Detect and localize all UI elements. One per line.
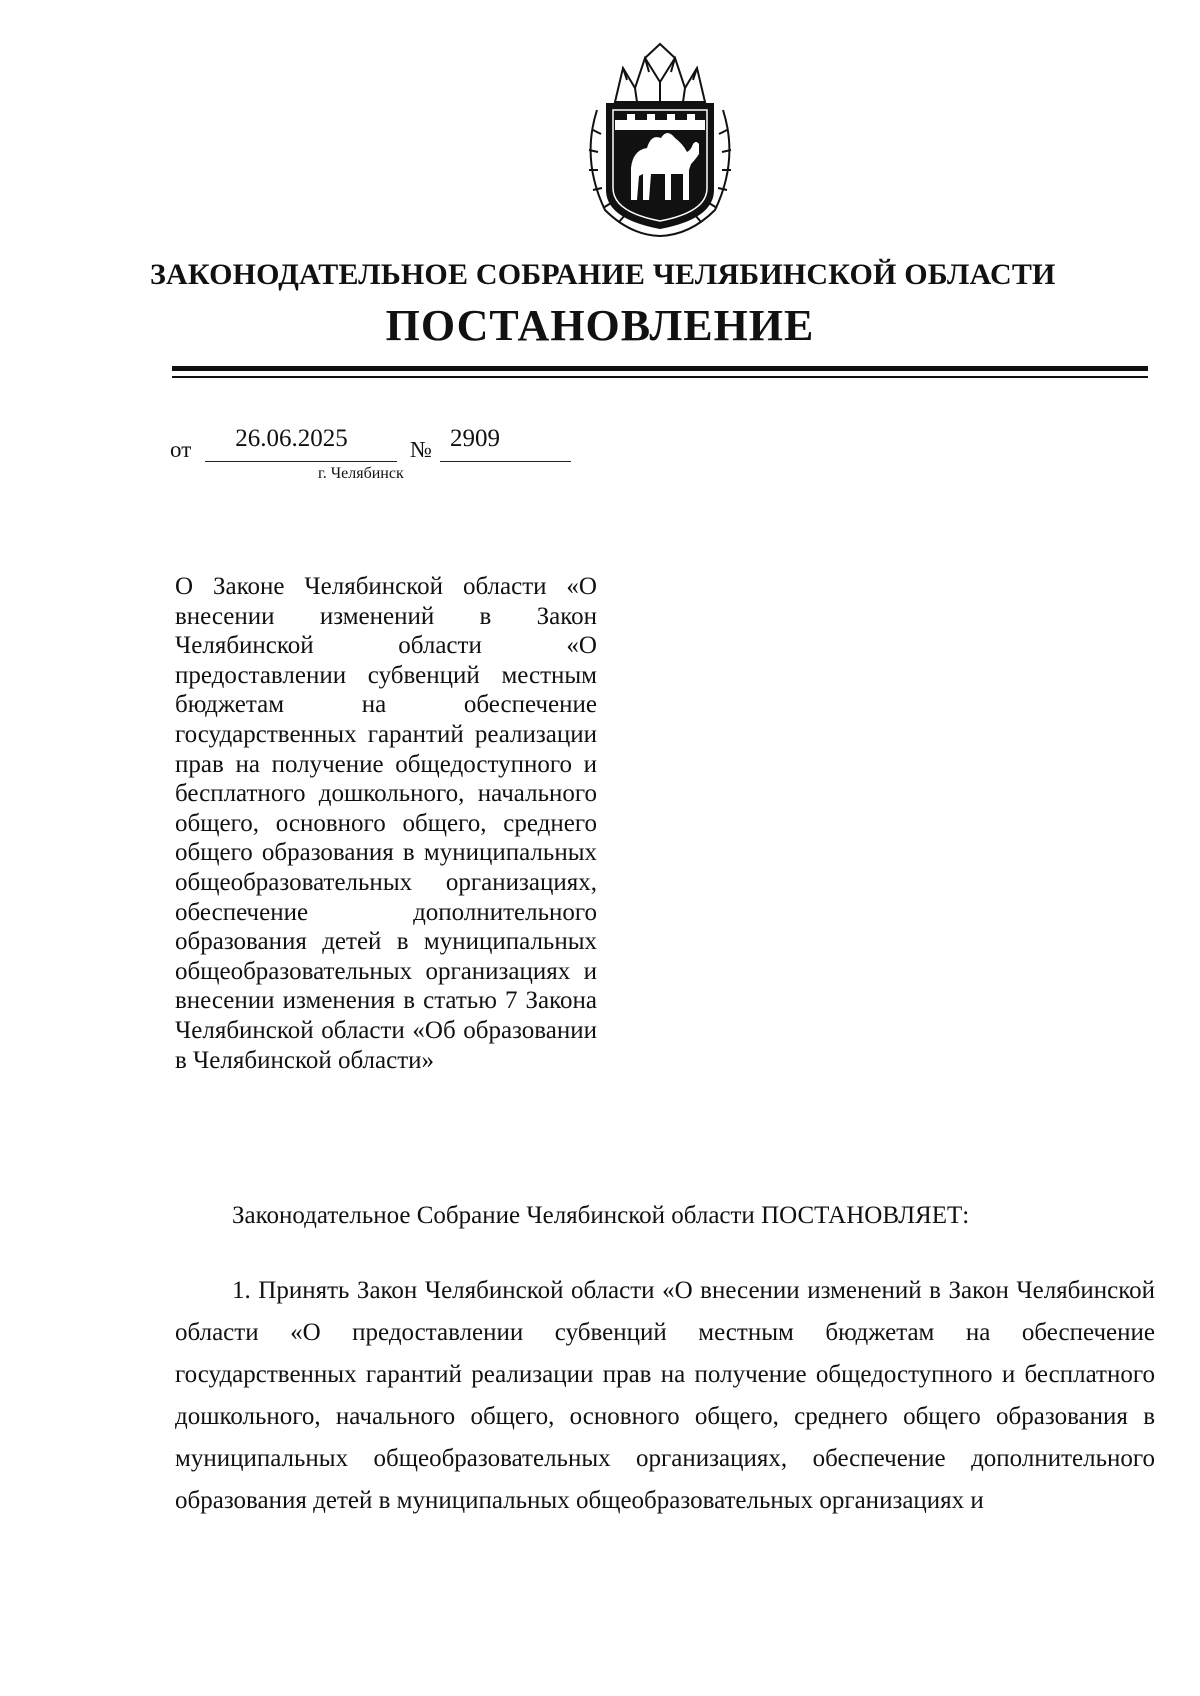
header-divider-thin <box>172 376 1148 378</box>
date-underline <box>205 461 397 462</box>
document-number: 2909 <box>450 425 500 452</box>
date-prefix: от <box>170 437 192 462</box>
number-prefix: № <box>410 437 432 462</box>
chelyabinsk-coat-of-arms-icon <box>575 40 745 240</box>
document-type: ПОСТАНОВЛЕНИЕ <box>385 301 815 350</box>
organization-name: ЗАКОНОДАТЕЛЬНОЕ СОБРАНИЕ ЧЕЛЯБИНСКОЙ ОБЛАСТИ <box>150 258 1056 291</box>
paragraph-1: 1. Принять Закон Челябинской области «О внесении изменений в Закон Челябинской области «О предоставлении субвенций местным бюджетам на обеспечение государственных гарантий реализации прав на получение общедоступного и бесплатного дошкольного, начального общего, основного общего, среднего общего образования в муниципальных общеобразовательных организациях, обеспечение дополнительного образования детей в муниципальных общеобразовательных организациях и <box>175 1277 1155 1514</box>
header-divider-thick <box>172 366 1148 371</box>
city: г. Челябинск <box>318 465 404 482</box>
document-date: 26.06.2025 <box>235 425 348 452</box>
resolves-statement: Законодательное Собрание Челябинской области ПОСТАНОВЛЯЕТ: <box>232 1202 970 1229</box>
number-underline <box>440 461 571 462</box>
date-number-row <box>170 425 590 465</box>
document-subject: О Законе Челябинской области «О внесении изменений в Закон Челябинской области «О предоставлении субвенций местным бюджетам на обеспечение государственных гарантий реализации прав на получение общедоступного и бесплатного дошкольного, начального общего, основного общего, среднего общего образования в муниципальных общеобразовательных организациях, обеспечение дополнительного образования детей в муниципальных общеобразовательных организациях и внесении изменения в статью 7 Закона Челябинской области «Об образовании в Челябинской области» <box>175 573 597 1074</box>
